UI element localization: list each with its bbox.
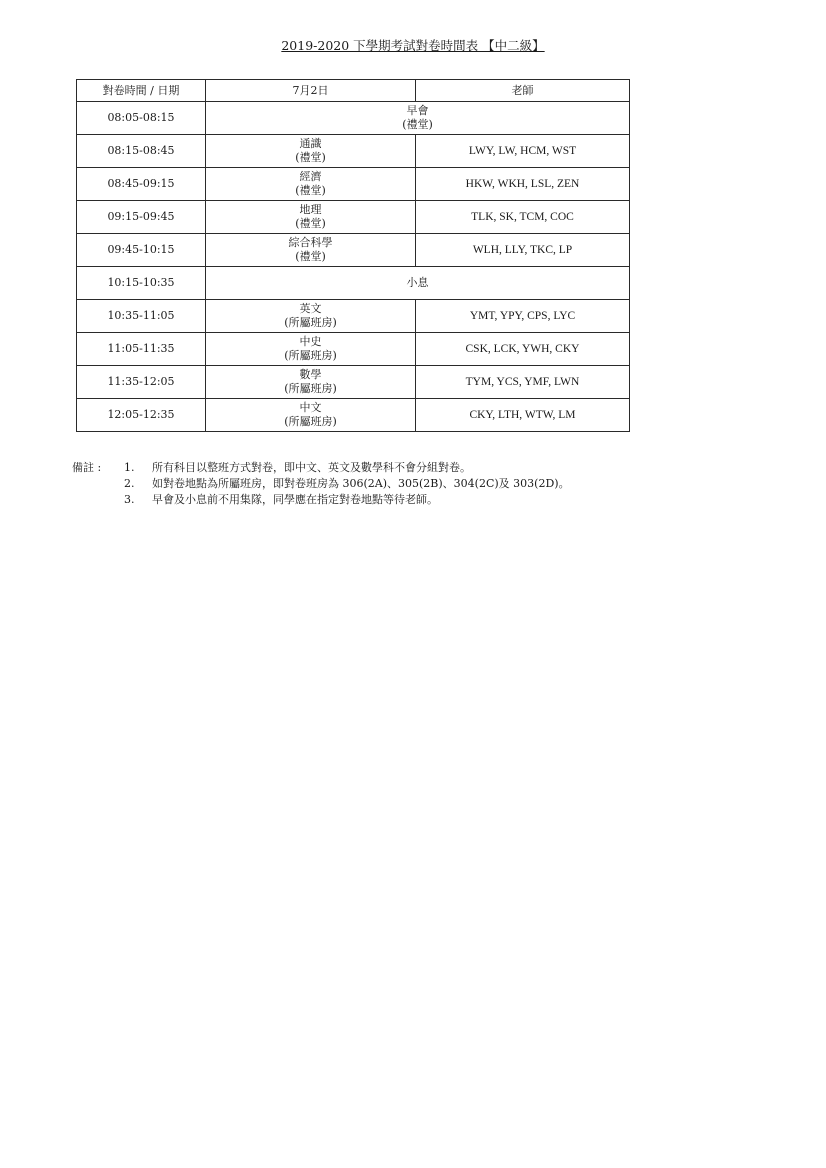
subject-label: 綜合科學 — [288, 236, 333, 249]
teachers-cell: WLH, LLY, TKC, LP — [416, 234, 630, 267]
notes-label: 備註 : — [72, 461, 102, 474]
note-number: 3. — [124, 493, 135, 506]
teachers-cell: YMT, YPY, CPS, LYC — [416, 300, 630, 333]
time-cell: 09:45-10:15 — [77, 234, 206, 267]
time-cell: 08:15-08:45 — [77, 135, 206, 168]
header-teachers: 老師 — [416, 80, 630, 102]
subject-label: 經濟 — [299, 170, 322, 183]
venue-label: (所屬班房) — [284, 316, 337, 329]
subject-label: 早會 — [406, 104, 429, 117]
teachers-cell: CKY, LTH, WTW, LM — [416, 399, 630, 432]
subject-label: 通識 — [299, 137, 322, 150]
subject-label: 小息 — [406, 276, 429, 289]
note-text: 所有科目以整班方式對卷，即中文、英文及數學科不會分組對卷。 — [152, 461, 471, 474]
venue-label: (所屬班房) — [284, 415, 337, 428]
table-row — [77, 333, 630, 366]
subject-cell — [206, 168, 416, 201]
subject-cell — [206, 135, 416, 168]
venue-label: (所屬班房) — [284, 349, 337, 362]
note-number: 2. — [124, 477, 135, 490]
teachers-cell: LWY, LW, HCM, WST — [416, 135, 630, 168]
merged-activity-cell — [206, 267, 630, 300]
subject-cell — [206, 333, 416, 366]
teachers-cell: TYM, YCS, YMF, LWN — [416, 366, 630, 399]
teachers-cell: TLK, SK, TCM, COC — [416, 201, 630, 234]
table-row — [77, 201, 630, 234]
table-row — [77, 135, 630, 168]
table-row — [77, 399, 630, 432]
subject-cell — [206, 366, 416, 399]
time-cell: 10:15-10:35 — [77, 267, 206, 300]
time-cell: 09:15-09:45 — [77, 201, 206, 234]
table-row — [77, 234, 630, 267]
table-row — [77, 300, 630, 333]
time-cell: 11:35-12:05 — [77, 366, 206, 399]
subject-cell — [206, 300, 416, 333]
subject-label: 中史 — [299, 335, 322, 348]
table-row — [77, 366, 630, 399]
subject-cell — [206, 234, 416, 267]
header-date: 7月2日 — [206, 80, 416, 102]
venue-label: (所屬班房) — [284, 382, 337, 395]
note-number: 1. — [124, 461, 135, 474]
schedule-table — [76, 79, 630, 432]
venue-label: (禮堂) — [295, 250, 326, 263]
header-time-date: 對卷時間 / 日期 — [77, 80, 206, 102]
time-cell: 12:05-12:35 — [77, 399, 206, 432]
merged-activity-cell — [206, 102, 630, 135]
venue-label: (禮堂) — [295, 217, 326, 230]
time-cell: 10:35-11:05 — [77, 300, 206, 333]
table-row — [77, 267, 630, 300]
subject-label: 數學 — [299, 368, 322, 381]
teachers-cell: CSK, LCK, YWH, CKY — [416, 333, 630, 366]
subject-label: 中文 — [299, 401, 322, 414]
table-header-row — [77, 80, 630, 102]
page-title: 2019-2020 下學期考試對卷時間表 【中二級】 — [281, 38, 545, 53]
note-text: 如對卷地點為所屬班房，即對卷班房為 306(2A)、305(2B)、304(2C)及 303(2D)。 — [152, 477, 570, 490]
subject-label: 英文 — [299, 302, 322, 315]
venue-label: (禮堂) — [295, 151, 326, 164]
subject-cell — [206, 399, 416, 432]
time-cell: 08:05-08:15 — [77, 102, 206, 135]
subject-cell — [206, 201, 416, 234]
table-row — [77, 168, 630, 201]
note-text: 早會及小息前不用集隊，同學應在指定對卷地點等待老師。 — [152, 493, 438, 506]
time-cell: 11:05-11:35 — [77, 333, 206, 366]
teachers-cell: HKW, WKH, LSL, ZEN — [416, 168, 630, 201]
venue-label: (禮堂) — [295, 184, 326, 197]
subject-label: 地理 — [299, 203, 322, 216]
venue-label: (禮堂) — [402, 118, 433, 131]
table-row — [77, 102, 630, 135]
time-cell: 08:45-09:15 — [77, 168, 206, 201]
